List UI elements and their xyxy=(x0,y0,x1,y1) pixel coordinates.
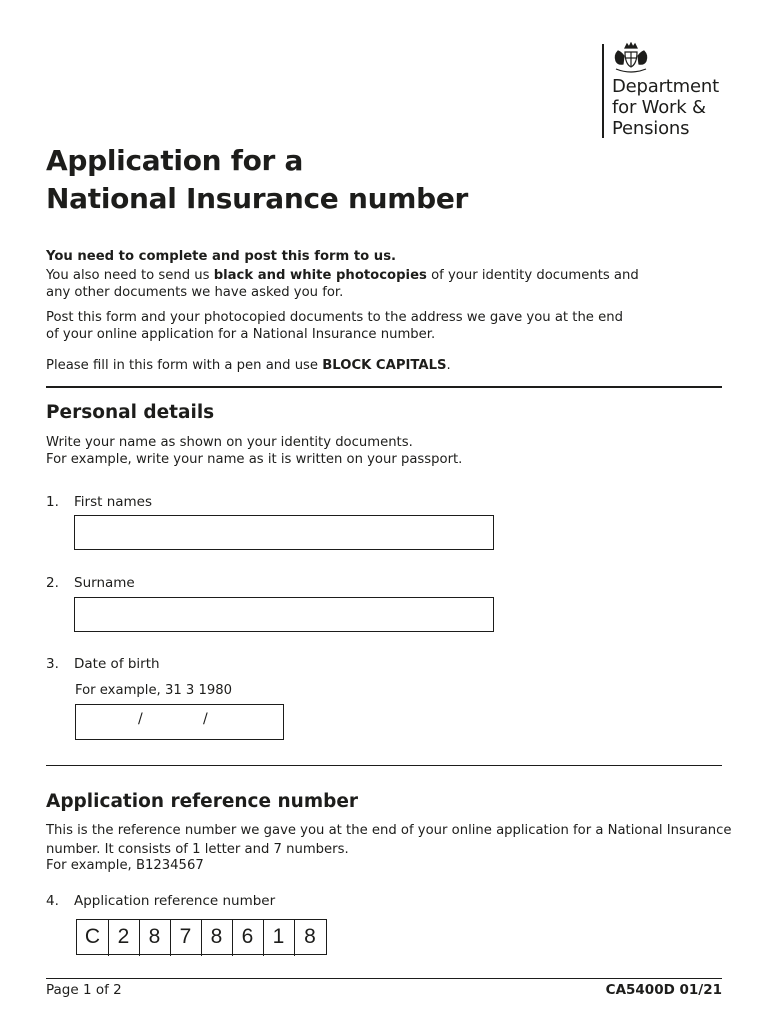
title-line-1: Application for a xyxy=(46,144,304,177)
reference-character-cell: 8 xyxy=(304,925,316,948)
first-names-field[interactable] xyxy=(74,515,494,550)
question-number: 3. xyxy=(46,656,59,672)
description-text: This is the reference number we gave you at the end of your online application for a National Insurance xyxy=(46,823,732,838)
reference-character-cell: 6 xyxy=(232,920,264,956)
royal-coat-of-arms-icon xyxy=(610,42,652,76)
footer-divider xyxy=(46,978,722,979)
intro-text: any other documents we have asked you for. xyxy=(46,284,344,300)
intro-text: of your online application for a National Insurance number. xyxy=(46,326,436,342)
department-name xyxy=(612,76,719,139)
department-name-line: Pensions xyxy=(612,118,690,139)
reference-number-label: Application reference number xyxy=(74,893,276,909)
date-separator: / xyxy=(203,711,208,727)
intro-text: Post this form and your photocopied documents to the address we gave you at the end xyxy=(46,310,623,325)
reference-number-field[interactable] xyxy=(76,919,327,955)
description-text: number. It consists of 1 letter and 7 numbers. xyxy=(46,841,349,857)
description-text: Write your name as shown on your identity documents. xyxy=(46,435,413,450)
question-number: 2. xyxy=(46,575,59,591)
form-code: CA5400D 01/21 xyxy=(605,982,722,998)
reference-description xyxy=(46,823,731,875)
reference-character-cell: C xyxy=(77,920,109,956)
section-divider xyxy=(46,386,722,388)
first-names-label: First names xyxy=(74,494,153,510)
date-of-birth-example: For example, 31 3 1980 xyxy=(75,683,233,698)
reference-character-cell: 8 xyxy=(139,920,171,956)
section-divider xyxy=(46,765,722,766)
intro-emphasis: BLOCK CAPITALS xyxy=(322,358,447,373)
intro-paragraph-1 xyxy=(46,268,639,301)
intro-text: . xyxy=(446,358,451,373)
intro-paragraph-3 xyxy=(46,358,451,375)
description-text: For example, write your name as it is written on your passport. xyxy=(46,451,463,467)
personal-details-heading: Personal details xyxy=(46,402,215,423)
question-number: 4. xyxy=(46,893,59,909)
intro-paragraph-2 xyxy=(46,310,623,343)
department-name-line: for Work & xyxy=(612,97,706,118)
department-name-line: Department xyxy=(612,76,719,97)
logo-divider xyxy=(602,44,604,138)
description-text: For example, B1234567 xyxy=(46,858,204,873)
reference-character-cell: 1 xyxy=(263,920,295,956)
date-of-birth-field[interactable] xyxy=(75,704,284,740)
intro-text: of your identity documents and xyxy=(426,268,639,283)
surname-field[interactable] xyxy=(74,597,494,632)
reference-heading: Application reference number xyxy=(46,791,359,812)
reference-character-cell: 2 xyxy=(108,920,140,956)
title-line-2: National Insurance number xyxy=(46,182,469,215)
date-separator: / xyxy=(138,711,143,727)
intro-emphasis: black and white photocopies xyxy=(213,268,427,283)
personal-details-description xyxy=(46,435,462,468)
date-of-birth-label: Date of birth xyxy=(74,656,160,672)
surname-label: Surname xyxy=(74,575,135,591)
intro-text: Please fill in this form with a pen and use xyxy=(46,358,323,373)
reference-character-cell: 8 xyxy=(201,920,233,956)
intro-instruction: You need to complete and post this form to us. xyxy=(46,249,397,264)
intro-text: You also need to send us xyxy=(46,268,214,283)
question-number: 1. xyxy=(46,494,59,510)
page-title xyxy=(46,142,468,218)
page-number: Page 1 of 2 xyxy=(46,982,122,998)
reference-character-cell: 7 xyxy=(170,920,202,956)
